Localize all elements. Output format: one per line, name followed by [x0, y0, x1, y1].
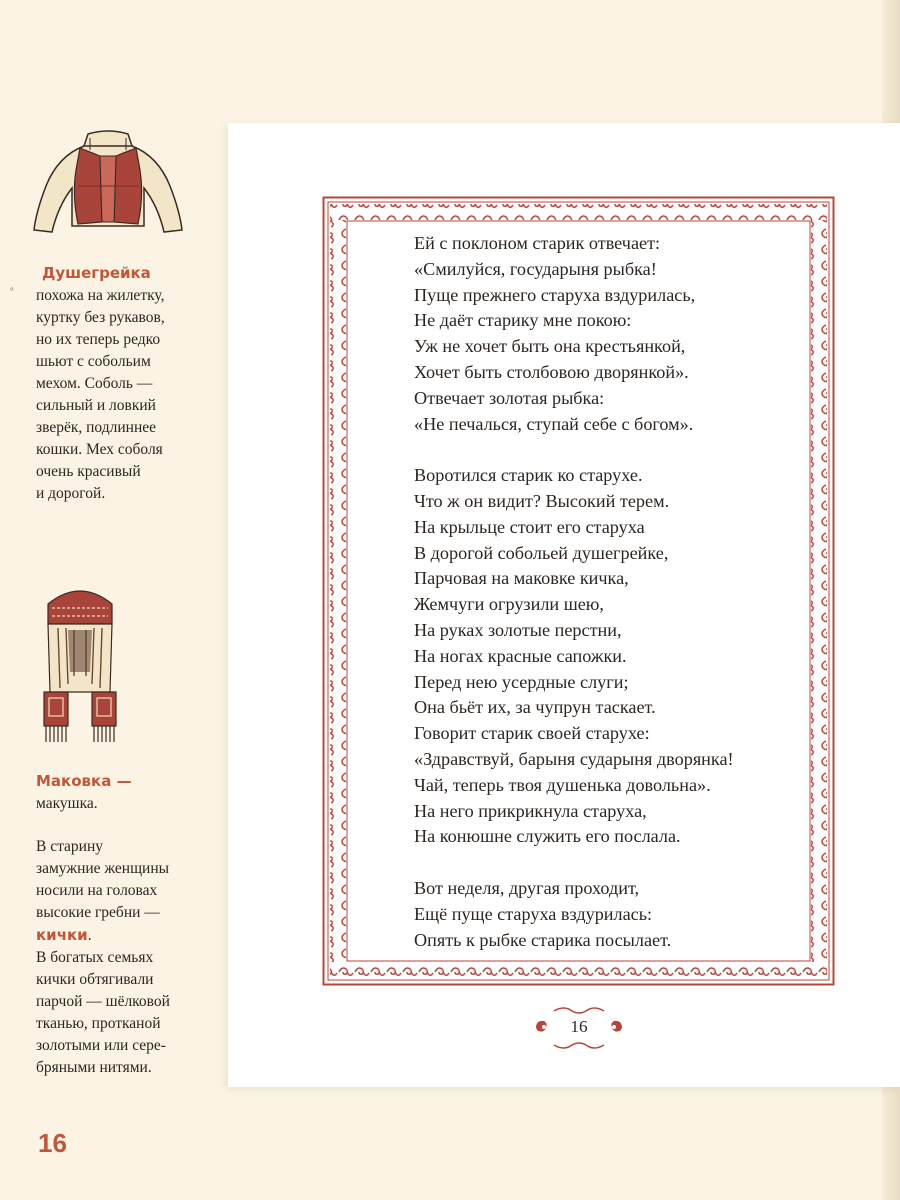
caption-line: но их теперь редко — [36, 331, 161, 348]
poem-line: Воротился старик ко старухе. — [414, 465, 643, 486]
caption-kichka — [36, 836, 206, 1079]
folio-ornament — [524, 1003, 634, 1053]
dushegreika-illustration — [28, 126, 188, 242]
poem-line: Она бьёт их, за чупрун таскает. — [414, 697, 656, 718]
poem-line: «Смилуйся, государыня рыбка! — [414, 258, 657, 279]
poem-line: Чай, теперь твоя душенька довольна». — [414, 774, 711, 795]
caption-line: В старину — [36, 838, 104, 855]
page-number: 16 — [38, 1128, 67, 1158]
poem-card — [228, 123, 900, 1087]
caption-line: и дорогой. — [36, 485, 106, 502]
poem-line: Опять к рыбке старика посылает. — [414, 929, 672, 950]
term-suffix: . — [87, 927, 92, 944]
caption-line: парчой — шёлковой — [36, 993, 170, 1010]
caption-line: очень красивый — [36, 463, 141, 480]
poem-line: На него прикрикнула старуха, — [414, 800, 647, 821]
stanza — [414, 876, 814, 953]
term-kichki: кички — [36, 926, 88, 944]
caption-line: кошки. Мех соболя — [36, 441, 163, 458]
poem-line: На ногах красные сапожки. — [414, 645, 627, 666]
sidebar-glossary — [0, 0, 225, 1200]
poem-line: Ей с поклоном старик отвечает: — [414, 233, 661, 253]
poem-line: Хочет быть столбовою дворянкой». — [414, 361, 689, 382]
poem-line: Жемчуги огрузили шею, — [414, 594, 604, 615]
poem-text — [414, 231, 814, 979]
caption-dushegreika — [36, 262, 206, 505]
caption-line: бряными нитями. — [36, 1059, 152, 1076]
poem-line: Не даёт старику мне покою: — [414, 310, 632, 331]
stanza — [414, 231, 814, 437]
poem-line: Говорит старик своей старухе: — [414, 723, 650, 744]
stanza — [414, 463, 814, 850]
caption-line: носили на головах — [36, 882, 158, 899]
poem-line: «Не печалься, ступай себе с богом». — [414, 413, 694, 434]
poem-line: Уж не хочет быть она крестьянкой, — [414, 336, 686, 357]
poem-line: На конюшне служить его послала. — [414, 826, 681, 847]
poem-line: Перед нею усердные слуги; — [414, 671, 629, 692]
caption-line: мехом. Соболь — — [36, 375, 153, 392]
poem-line: На крыльце стоит его старуха — [414, 516, 645, 537]
poem-line: Пуще прежнего старуха вздурилась, — [414, 284, 696, 305]
caption-line: высокие гребни — — [36, 904, 160, 921]
term-dushegreika: Душегрейка — [42, 264, 151, 282]
caption-makovka — [36, 770, 206, 815]
caption-line: куртку без рукавов, — [36, 309, 165, 326]
poem-line: Что ж он видит? Высокий терем. — [414, 490, 670, 511]
caption-line: тканью, протканой — [36, 1015, 161, 1032]
poem-line: На руках золотые перстни, — [414, 619, 622, 640]
term-makovka: Маковка — [36, 772, 112, 790]
poem-line: «Здравствуй, барыня сударыня дворянка! — [414, 748, 734, 769]
caption-line: похожа на жилетку, — [36, 287, 165, 304]
folio-page-number: 16 — [570, 1017, 588, 1036]
caption-line: золотыми или сере- — [36, 1037, 166, 1054]
caption-line: В богатых семьях — [36, 949, 154, 966]
caption-line: замужние женщины — [36, 860, 170, 877]
poem-line: Парчовая на маковке кичка, — [414, 568, 629, 589]
caption-line: кички обтягивали — [36, 971, 154, 988]
caption-line: шьют с собольим — [36, 353, 151, 370]
caption-line: сильный и ловкий — [36, 397, 156, 414]
caption-line: макушка. — [36, 795, 98, 812]
caption-line: зверёк, подлиннее — [36, 419, 157, 436]
poem-line: В дорогой собольей душегрейке, — [414, 542, 669, 563]
term-dash: — — [111, 772, 132, 790]
kichka-illustration — [40, 580, 120, 746]
page-mark: ° — [10, 286, 14, 296]
poem-line: Отвечает золотая рыбка: — [414, 387, 605, 408]
poem-line: Вот неделя, другая проходит, — [414, 877, 640, 898]
poem-line: Ещё пуще старуха вздурилась: — [414, 903, 653, 924]
